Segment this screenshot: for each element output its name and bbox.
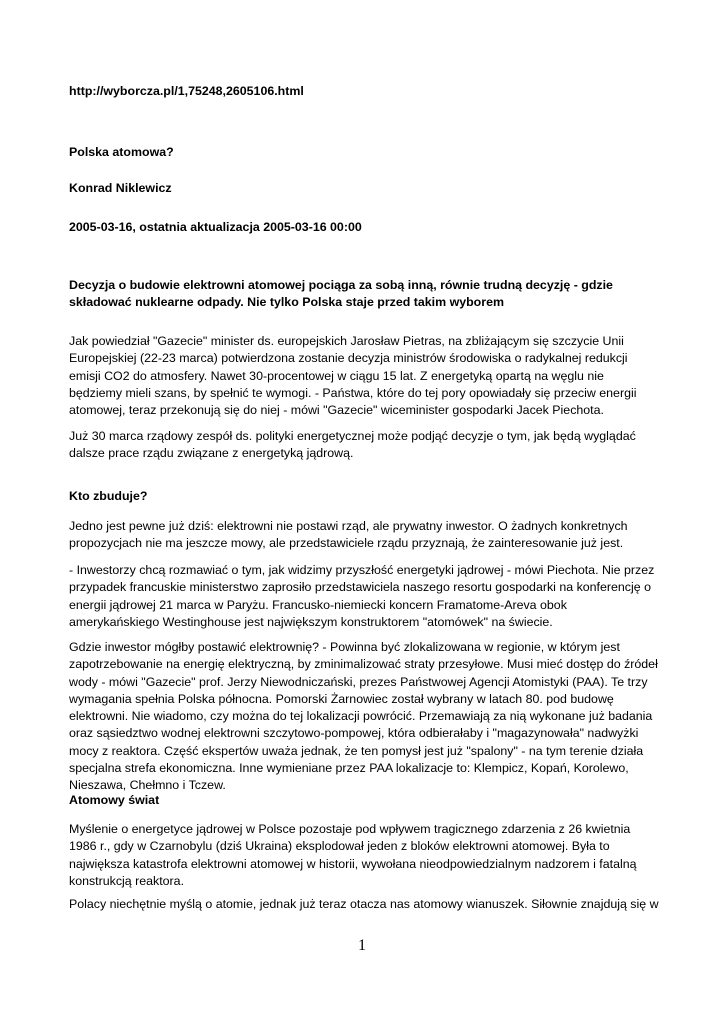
- article-author: Konrad Niklewicz: [69, 181, 172, 195]
- paragraph: Już 30 marca rządowy zespół ds. polityki energetycznej może podjąć decyzje o tym, jak będą wyglądać dalsze prace rządu związane z energetyką jądrową.: [69, 429, 636, 461]
- paragraph-continued: Polacy niechętnie myślą o atomie, jednak już teraz otacza nas atomowy wianuszek. Siłownie znajdują się w: [69, 897, 659, 911]
- section-heading-kto-zbuduje: Kto zbuduje?: [69, 489, 148, 503]
- paragraph: Jedno jest pewne już dziś: elektrowni nie postawi rząd, ale prywatny inwestor. O żadnych konkretnych propozycjach nie ma jeszcze mowy, ale przedstawiciele rządu przyznają, że zainteresowanie już jest.: [69, 519, 628, 551]
- page-number: 1: [358, 937, 366, 954]
- paragraph: Myślenie o energetyce jądrowej w Polsce pozostaje pod wpływem tragicznego zdarzenia z 26 kwietnia 1986 r., gdy w Czarnobylu (dziś Ukraina) eksplodował jeden z bloków elektrowni atomowej. Była to największa katastrofa elektrowni atomowej w historii, wywołana nieodpowiedzialnym nadzorem i fatalną konstrukcją reaktora.: [69, 822, 637, 888]
- source-url: http://wyborcza.pl/1,75248,2605106.html: [69, 84, 304, 98]
- section-heading-atomowy-swiat: Atomowy świat: [69, 793, 160, 807]
- article-title: Polska atomowa?: [69, 145, 174, 159]
- article-lead: Decyzja o budowie elektrowni atomowej pociąga za sobą inną, równie trudną decyzję - gdzie składować nuklearne odpady. Nie tylko Polska staje przed takim wyborem: [69, 278, 613, 310]
- article-date: 2005-03-16, ostatnia aktualizacja 2005-03-16 00:00: [69, 220, 362, 234]
- paragraph: Gdzie inwestor mógłby postawić elektrownię? - Powinna być zlokalizowana w regionie, w którym jest zapotrzebowanie na energię elektryczną, by zminimalizować straty przesyłowe. Musi mieć dostęp do źródeł wody - mówi "Gazecie" prof. Jerzy Niewodniczański, prezes Państwowej Agencji Atomistyki (PAA). Te trzy wymagania spełnia Polska północna. Pomorski Żarnowiec został wybrany w latach 80. pod budowę elektrowni. Nie wiadomo, czy można do tej lokalizacji powrócić. Przemawiają za nią wykonane już badania oraz sąsiedztwo wodnej elektrowni szczytowo-pompowej, która odbierałaby i "magazynowała" nadwyżki mocy z reaktora. Część ekspertów uważa jednak, że ten pomysł jest już "spalony" - na tym terenie działa specjalna strefa ekonomiczna. Inne wymieniane przez PAA lokalizacje to: Klempicz, Kopań, Korolewo, Nieszawa, Chełmno i Tczew.: [69, 640, 658, 793]
- paragraph: Jak powiedział "Gazecie" minister ds. europejskich Jarosław Pietras, na zbliżającym się szczycie Unii Europejskiej (22-23 marca) potwierdzona zostanie decyzja ministrów środowiska o radykalnej redukcji emisji CO2 do atmosfery. Nawet 30-procentowej w ciągu 15 lat. Z energetyką opartą na węglu nie będziemy mieli szans, by spełnić te wymogi. - Państwa, które do tej pory opowiadały się przeciw energii atomowej, teraz przekonują się do niej - mówi "Gazecie" wiceminister gospodarki Jacek Piechota.: [69, 334, 637, 418]
- paragraph: - Inwestorzy chcą rozmawiać o tym, jak widzimy przyszłość energetyki jądrowej - mówi Piechota. Nie przez przypadek francuskie ministerstwo zaprosiło przedstawiciela naszego resortu gospodarki na konferencję o energii jądrowej 21 marca w Paryżu. Francusko-niemiecki koncern Framatome-Areva obok amerykańskiego Westinghouse jest największym konstruktorem "atomówek" na świecie.: [69, 563, 655, 629]
